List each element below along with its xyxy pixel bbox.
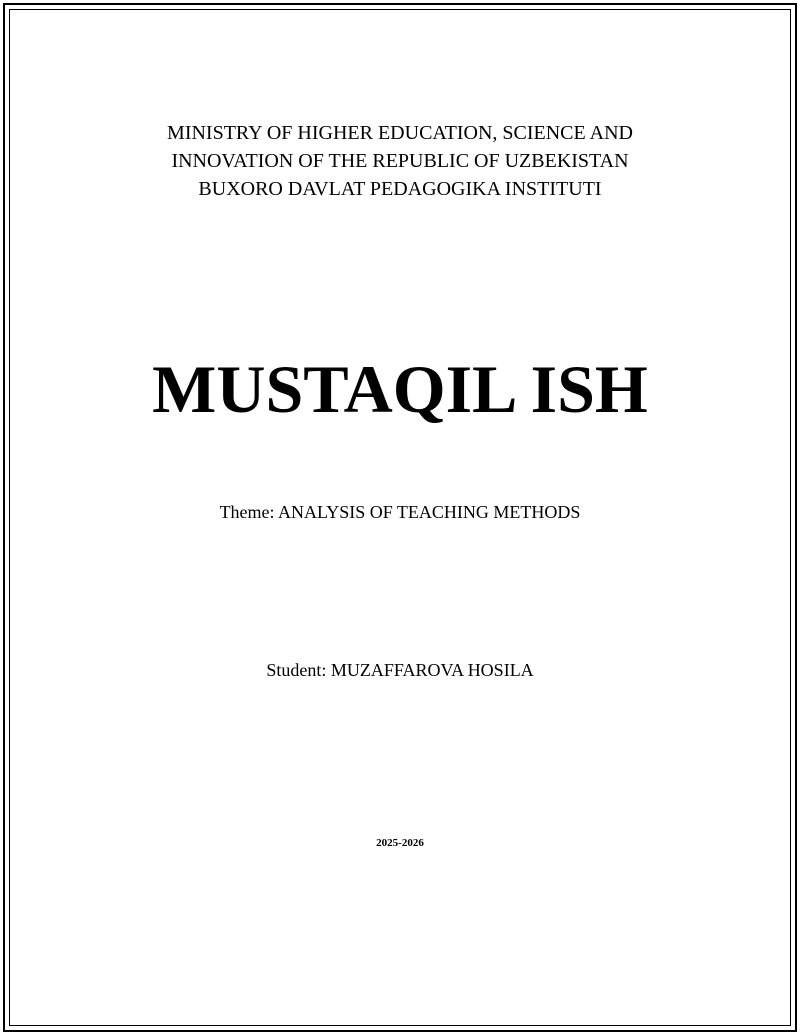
header-line-ministry: MINISTRY OF HIGHER EDUCATION, SCIENCE AND: [167, 122, 633, 144]
institution-header: [0, 119, 800, 203]
student-line: Student: MUZAFFAROVA HOSILA: [266, 660, 534, 680]
header-line-institute: BUXORO DAVLAT PEDAGOGIKA INSTITUTI: [198, 178, 602, 200]
header-line-republic: INNOVATION OF THE REPUBLIC OF UZBEKISTAN: [171, 150, 629, 172]
theme-line: Theme: ANALYSIS OF TEACHING METHODS: [219, 502, 581, 522]
academic-year: 2025-2026: [376, 837, 424, 849]
document-title: MUSTAQIL ISH: [152, 351, 648, 427]
